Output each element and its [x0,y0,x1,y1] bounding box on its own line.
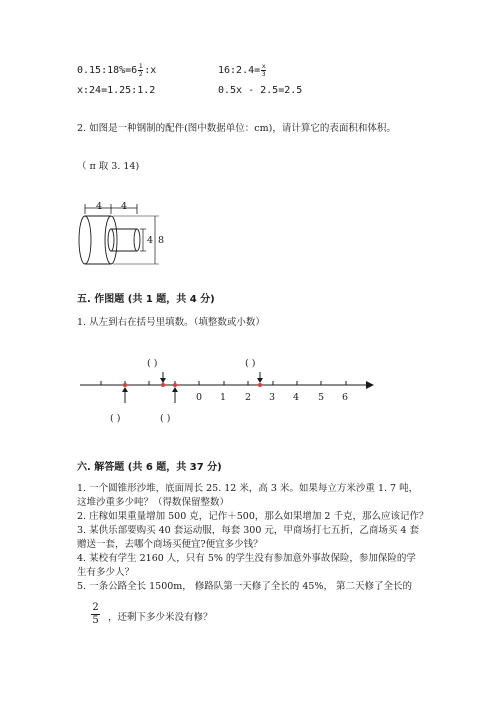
section-6-q4-line1: 4. 某校有学生 2160 人，只有 5% 的学生没有参加意外事故保险，参加保险的学 [77,553,416,564]
equation-4: 0.5x - 2.5=2.5 [218,85,303,96]
answer-blank-1[interactable]: ( ) [147,358,158,369]
tick-label-5: 5 [318,392,325,403]
equation-1-right: :x [144,65,157,76]
tick-label-3: 3 [269,392,276,403]
section-5-heading: 五. 作图题 (共 1 题，共 4 分) [77,294,215,305]
answer-blank-2[interactable]: ( ) [245,358,256,369]
section-6-heading: 六. 解答题 (共 6 题，共 37 分) [77,462,222,473]
q5-fraction-denominator: 5 [92,615,99,626]
tick-label-1: 1 [220,392,227,403]
dim-outer: 8 [158,235,165,246]
section-5-question-1: 1. 从左到右在括号里填数。（填整数或小数） [77,317,265,328]
equation-1-left: 0.15:18%=6 [77,65,138,76]
section-6-q1-line2: 这堆沙重多少吨？（得数保留整数） [77,497,230,508]
dim-inner: 4 [147,235,154,246]
tick-label-4: 4 [293,392,300,403]
section-6-q4-line2: 生有多少人？ [77,567,135,578]
section-6-q3-line1: 3. 某供乐部要购买 40 套运动服，每套 300 元，甲商场打七五折，乙商场买 4 套 [77,525,419,536]
q5-fraction [91,603,100,626]
equation-1-fraction: $\frac{1}{2}$ [138,62,143,78]
equation-1 [77,63,156,77]
section-6-q1-line1: 1. 一个圆锥形沙堆，底面周长 25. 12 米，高 3 米。如果每立方米沙重 1. 7 吨， [77,483,419,494]
tick-label-2: 2 [245,392,252,403]
question-2-text: 2. 如图是一种钢制的配件(图中数据单位：cm)，请计算它的表面积和体积。 [77,123,396,134]
number-line [78,365,378,425]
equation-2-left: 16:2.4= [218,65,261,76]
tick-label-6: 6 [342,392,349,403]
section-6-q3-line2: 赠送一套，去哪个商场买便宜?便宜多少钱？ [77,539,263,550]
equation-2 [218,63,267,77]
section-6-q2: 2. 庄稼如果重量增加 500 克，记作＋500，那么如果增加 2 千克，那么应该记作？ [77,511,429,522]
pi-note: （ π 取 3. 14) [77,161,140,172]
dim-top-right: 4 [121,201,128,212]
dim-top-left: 4 [96,201,103,212]
answer-blank-4[interactable]: ( ) [160,413,171,424]
q5-fraction-numerator: 2 [92,602,99,613]
tick-label-0: 0 [196,392,203,403]
equation-3: x:24=1.25:1.2 [77,85,156,96]
section-6-q5-line2: ，还剩下多少米没有修？ [108,612,213,623]
answer-blank-3[interactable]: ( ) [110,413,121,424]
equation-2-fraction: $\frac{x}{3}$ [261,62,266,78]
section-6-q5-line1: 5. 一条公路全长 1500m， 修路队第一天修了全长的 45%， 第二天修了全长的 [77,581,412,592]
